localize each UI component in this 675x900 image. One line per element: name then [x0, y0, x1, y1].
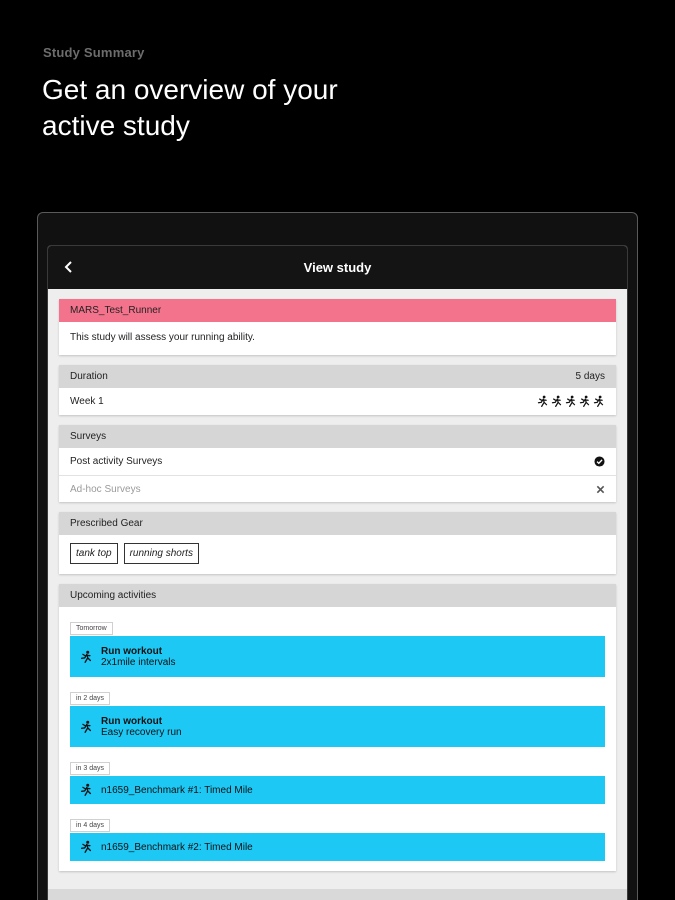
check-circle-icon — [594, 456, 605, 467]
activity-title: n1659_Benchmark #2: Timed Mile — [101, 841, 253, 853]
activity-title: Run workout — [101, 715, 163, 727]
gear-header — [59, 512, 616, 535]
runner-icon — [79, 840, 93, 854]
activity-when-badge: Tomorrow — [70, 622, 113, 635]
survey-row-post-activity[interactable] — [59, 448, 616, 475]
runner-icon — [79, 783, 93, 797]
duration-card — [59, 365, 616, 415]
study-name-header — [59, 299, 616, 322]
bottom-strip — [48, 889, 627, 900]
page-title: View study — [303, 260, 372, 275]
activity-item — [70, 617, 605, 677]
app-screen — [47, 245, 628, 900]
activities-card — [59, 584, 616, 871]
back-button[interactable] — [60, 258, 78, 276]
surveys-header — [59, 425, 616, 448]
close-icon — [596, 485, 605, 494]
promo-eyebrow: Study Summary — [43, 45, 145, 60]
gear-card — [59, 512, 616, 574]
activity-button-benchmark-2[interactable] — [70, 833, 605, 861]
chevron-left-icon — [64, 261, 74, 273]
activity-when-badge: in 2 days — [70, 692, 110, 705]
runner-icon — [536, 395, 549, 408]
activity-item — [70, 814, 605, 861]
duration-header — [59, 365, 616, 388]
activity-subtitle: Easy recovery run — [101, 726, 182, 738]
activities-label: Upcoming activities — [70, 590, 157, 601]
gear-chip-tank-top[interactable]: tank top — [70, 543, 118, 564]
promo-headline: Get an overview of your active study — [42, 74, 338, 141]
runner-icon — [592, 395, 605, 408]
activity-title: Run workout — [101, 645, 163, 657]
week-row — [59, 388, 616, 415]
activities-list — [59, 607, 616, 871]
duration-label: Duration — [70, 371, 108, 382]
gear-chip-running-shorts[interactable]: running shorts — [124, 543, 199, 564]
activity-item — [70, 757, 605, 804]
study-card — [59, 299, 616, 355]
surveys-label: Surveys — [70, 431, 107, 442]
study-name: MARS_Test_Runner — [70, 305, 162, 316]
runner-icon — [564, 395, 577, 408]
duration-value: 5 days — [575, 371, 605, 382]
study-description: This study will assess your running ability. — [70, 332, 255, 343]
activity-when-badge: in 3 days — [70, 762, 110, 775]
study-content — [48, 289, 627, 871]
survey-label: Post activity Surveys — [70, 456, 163, 467]
runner-icon — [79, 720, 93, 734]
activity-button-run-workout-recovery[interactable] — [70, 706, 605, 747]
activity-item — [70, 687, 605, 747]
gear-label: Prescribed Gear — [70, 518, 143, 529]
runner-icons — [536, 395, 605, 408]
activity-title: n1659_Benchmark #1: Timed Mile — [101, 784, 253, 796]
surveys-card — [59, 425, 616, 502]
runner-icon — [79, 650, 93, 664]
activity-button-benchmark-1[interactable] — [70, 776, 605, 804]
top-bar — [48, 246, 627, 289]
gear-list — [59, 535, 616, 574]
survey-row-adhoc[interactable] — [59, 475, 616, 502]
runner-icon — [550, 395, 563, 408]
activity-button-run-workout-intervals[interactable] — [70, 636, 605, 677]
activities-header — [59, 584, 616, 607]
week-label: Week 1 — [70, 396, 104, 407]
activity-subtitle: 2x1mile intervals — [101, 656, 176, 668]
survey-label: Ad-hoc Surveys — [70, 483, 141, 495]
activity-when-badge: in 4 days — [70, 819, 110, 832]
runner-icon — [578, 395, 591, 408]
